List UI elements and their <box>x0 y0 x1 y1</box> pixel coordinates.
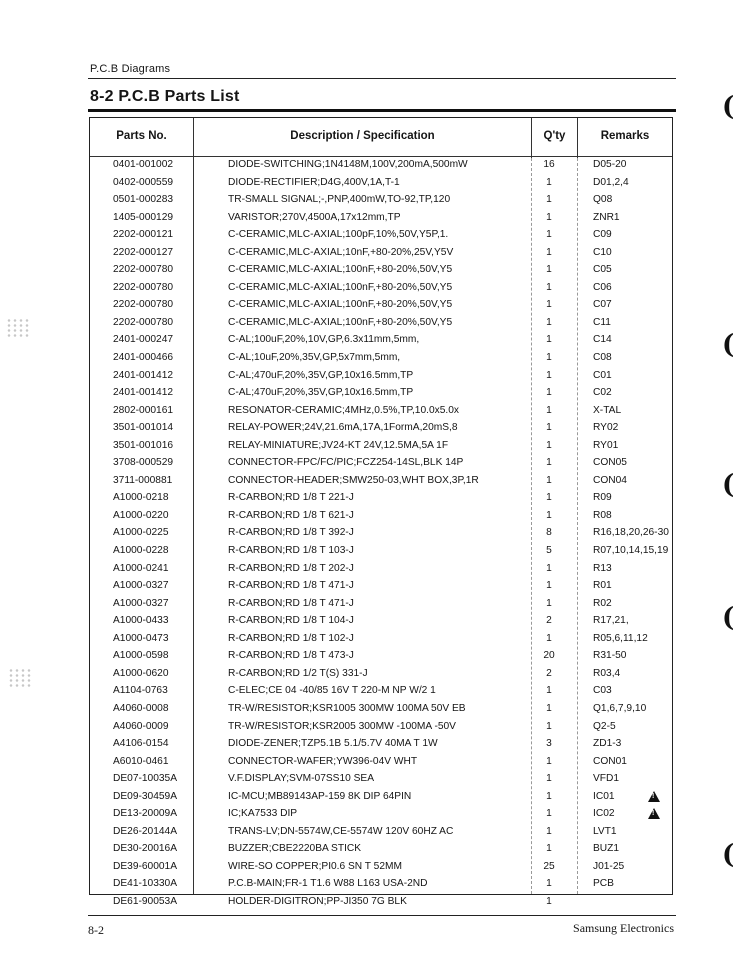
description-cell: R-CARBON;RD 1/8 T 621-J <box>228 509 354 521</box>
table-row <box>0 296 750 314</box>
description-cell: C-CERAMIC,MLC-AXIAL;100pF,10%,50V,Y5P,1. <box>228 229 449 241</box>
qty-cell: 1 <box>546 808 552 820</box>
remarks-cell: C11 <box>593 316 611 328</box>
qty-cell: 1 <box>546 474 552 486</box>
remarks-cell: LVT1 <box>593 825 617 837</box>
remarks-cell: R09 <box>593 492 612 504</box>
description-cell: R-CARBON;RD 1/8 T 471-J <box>228 597 354 609</box>
binder-hole-mark-icon: ( <box>722 92 735 122</box>
column-header-description: Description / Specification <box>290 130 435 142</box>
qty-cell: 1 <box>546 334 552 346</box>
table-row <box>0 261 750 279</box>
description-cell: R-CARBON;RD 1/8 T 221-J <box>228 492 354 504</box>
description-cell: IC;KA7533 DIP <box>228 808 298 820</box>
remarks-cell: C06 <box>593 281 612 293</box>
description-cell: R-CARBON;RD 1/8 T 104-J <box>228 615 354 627</box>
binder-hole-mark-icon: ( <box>722 470 735 500</box>
table-row <box>0 788 750 806</box>
scan-speck <box>8 668 32 688</box>
remarks-cell: RY01 <box>593 439 619 451</box>
description-cell: WIRE-SO COPPER;PI0.6 SN T 52MM <box>228 860 402 872</box>
qty-cell: 1 <box>546 755 552 767</box>
table-row <box>0 682 750 700</box>
part-no-cell: A1000-0241 <box>113 562 169 574</box>
part-no-cell: A1104-0763 <box>113 685 168 697</box>
qty-cell: 1 <box>546 211 552 223</box>
part-no-cell: DE39-60001A <box>113 860 178 872</box>
description-cell: TR-W/RESISTOR;KSR1005 300MW 100MA 50V EB <box>228 702 466 714</box>
qty-cell: 1 <box>546 790 552 802</box>
part-no-cell: 2401-001412 <box>113 369 174 381</box>
part-no-cell: A4060-0008 <box>113 702 169 714</box>
warning-triangle-icon <box>648 808 660 819</box>
description-cell: RESONATOR-CERAMIC;4MHz,0.5%,TP,10.0x5.0x <box>228 404 459 416</box>
description-cell: P.C.B-MAIN;FR-1 T1.6 W88 L163 USA-2ND <box>228 878 428 890</box>
company-name: Samsung Electronics <box>573 921 674 935</box>
table-row <box>0 472 750 490</box>
part-no-cell: 2202-000780 <box>113 281 174 293</box>
column-header-part-no: Parts No. <box>116 130 167 142</box>
part-no-cell: 2401-000247 <box>113 334 174 346</box>
table-row <box>0 753 750 771</box>
description-cell: R-CARBON;RD 1/8 T 471-J <box>228 580 354 592</box>
description-cell: C-AL;10uF,20%,35V,GP,5x7mm,5mm, <box>228 352 401 364</box>
part-no-cell: A1000-0220 <box>113 509 169 521</box>
remarks-cell: CON05 <box>593 457 627 469</box>
table-row <box>0 560 750 578</box>
table-row <box>0 209 750 227</box>
part-no-cell: A1000-0327 <box>113 580 169 592</box>
part-no-cell: A1000-0228 <box>113 545 169 557</box>
qty-cell: 1 <box>546 352 552 364</box>
remarks-cell: ZNR1 <box>593 211 620 223</box>
remarks-cell: R16,18,20,26-30 <box>593 527 669 539</box>
qty-cell: 25 <box>543 860 555 872</box>
qty-cell: 1 <box>546 229 552 241</box>
table-row <box>0 595 750 613</box>
description-cell: DIODE-ZENER;TZP5.1B 5.1/5.7V 40MA T 1W <box>228 738 438 750</box>
remarks-cell: R02 <box>593 597 612 609</box>
description-cell: C-AL;470uF,20%,35V,GP,10x16.5mm,TP <box>228 387 414 399</box>
remarks-cell: R05,6,11,12 <box>593 632 648 644</box>
description-cell: V.F.DISPLAY;SVM-07SS10 SEA <box>228 773 374 785</box>
qty-cell: 1 <box>546 492 552 504</box>
part-no-cell: A1000-0620 <box>113 667 169 679</box>
qty-cell: 1 <box>546 316 552 328</box>
table-row <box>0 858 750 876</box>
description-cell: C-CERAMIC,MLC-AXIAL;100nF,+80-20%,50V,Y5 <box>228 299 453 311</box>
qty-cell: 1 <box>546 457 552 469</box>
remarks-cell: R01 <box>593 580 612 592</box>
qty-cell: 1 <box>546 773 552 785</box>
qty-cell: 1 <box>546 194 552 206</box>
description-cell: C-CERAMIC,MLC-AXIAL;10nF,+80-20%,25V,Y5V <box>228 246 454 258</box>
qty-cell: 1 <box>546 176 552 188</box>
qty-cell: 1 <box>546 632 552 644</box>
table-row <box>0 191 750 209</box>
description-cell: BUZZER;CBE2220BA STICK <box>228 843 362 855</box>
part-no-cell: 3501-001014 <box>113 422 174 434</box>
qty-cell: 5 <box>546 545 552 557</box>
qty-cell: 1 <box>546 387 552 399</box>
part-no-cell: DE09-30459A <box>113 790 178 802</box>
qty-cell: 1 <box>546 895 552 907</box>
description-cell: R-CARBON;RD 1/8 T 473-J <box>228 650 354 662</box>
remarks-cell: R31-50 <box>593 650 627 662</box>
remarks-cell: RY02 <box>593 422 619 434</box>
remarks-cell: CON01 <box>593 755 627 767</box>
qty-cell: 1 <box>546 281 552 293</box>
page-number: 8-2 <box>88 923 104 937</box>
table-row <box>0 454 750 472</box>
table-row <box>0 805 750 823</box>
part-no-cell: A1000-0473 <box>113 632 169 644</box>
qty-cell: 2 <box>546 615 552 627</box>
qty-cell: 1 <box>546 702 552 714</box>
table-row <box>0 367 750 385</box>
part-no-cell: 2802-000161 <box>113 404 174 416</box>
qty-cell: 1 <box>546 878 552 890</box>
description-cell: C-AL;470uF,20%,35V,GP,10x16.5mm,TP <box>228 369 414 381</box>
qty-cell: 1 <box>546 299 552 311</box>
table-row <box>0 577 750 595</box>
column-header-remarks: Remarks <box>600 130 650 142</box>
remarks-cell: IC01 <box>593 790 615 802</box>
warning-triangle-icon <box>648 791 660 802</box>
table-row <box>0 647 750 665</box>
remarks-cell: VFD1 <box>593 773 620 785</box>
table-row <box>0 735 750 753</box>
table-row <box>0 331 750 349</box>
part-no-cell: A6010-0461 <box>113 755 169 767</box>
top-rule <box>88 78 676 79</box>
description-cell: C-CERAMIC,MLC-AXIAL;100nF,+80-20%,50V,Y5 <box>228 264 453 276</box>
part-no-cell: 2202-000780 <box>113 299 174 311</box>
binder-hole-mark-icon: ( <box>722 840 735 870</box>
part-no-cell: A1000-0225 <box>113 527 169 539</box>
remarks-cell: C01 <box>593 369 612 381</box>
remarks-cell: X-TAL <box>593 404 622 416</box>
remarks-cell: C02 <box>593 387 612 399</box>
table-row <box>0 840 750 858</box>
part-no-cell: A4060-0009 <box>113 720 169 732</box>
part-no-cell: 2202-000127 <box>113 246 174 258</box>
remarks-cell: R13 <box>593 562 612 574</box>
part-no-cell: 0402-000559 <box>113 176 174 188</box>
table-row <box>0 507 750 525</box>
table-row <box>0 349 750 367</box>
remarks-cell: Q1,6,7,9,10 <box>593 702 647 714</box>
part-no-cell: 2202-000780 <box>113 316 174 328</box>
table-row <box>0 823 750 841</box>
table-row <box>0 612 750 630</box>
table-row <box>0 314 750 332</box>
part-no-cell: 2202-000121 <box>113 229 174 241</box>
remarks-cell: Q08 <box>593 194 613 206</box>
section-label: P.C.B Diagrams <box>90 63 171 75</box>
remarks-cell: R08 <box>593 509 612 521</box>
part-no-cell: 2202-000780 <box>113 264 174 276</box>
qty-cell: 1 <box>546 825 552 837</box>
qty-cell: 1 <box>546 720 552 732</box>
part-no-cell: 0501-000283 <box>113 194 174 206</box>
remarks-cell: C09 <box>593 229 612 241</box>
qty-cell: 1 <box>546 509 552 521</box>
qty-cell: 8 <box>546 527 552 539</box>
part-no-cell: DE30-20016A <box>113 843 178 855</box>
table-row <box>0 384 750 402</box>
table-row <box>0 700 750 718</box>
qty-cell: 3 <box>546 738 552 750</box>
remarks-cell: C08 <box>593 352 612 364</box>
description-cell: R-CARBON;RD 1/8 T 392-J <box>228 527 354 539</box>
part-no-cell: 3711-000881 <box>113 474 173 486</box>
table-row <box>0 156 750 174</box>
table-row <box>0 875 750 893</box>
remarks-cell: D05-20 <box>593 159 627 170</box>
binder-hole-mark-icon: ( <box>722 330 735 360</box>
description-cell: C-CERAMIC,MLC-AXIAL;100nF,+80-20%,50V,Y5 <box>228 281 453 293</box>
table-row <box>0 244 750 262</box>
remarks-cell: J01-25 <box>593 860 625 872</box>
description-cell: HOLDER-DIGITRON;PP-JI350 7G BLK <box>228 895 407 907</box>
remarks-cell: R17,21, <box>593 615 629 627</box>
remarks-cell: C10 <box>593 246 612 258</box>
qty-cell: 1 <box>546 439 552 451</box>
part-no-cell: A1000-0433 <box>113 615 169 627</box>
qty-cell: 1 <box>546 685 552 697</box>
remarks-cell: CON04 <box>593 474 627 486</box>
table-row <box>0 419 750 437</box>
remarks-cell: BUZ1 <box>593 843 620 855</box>
description-cell: DIODE-RECTIFIER;D4G,400V,1A,T-1 <box>228 176 400 188</box>
part-no-cell: DE13-20009A <box>113 808 178 820</box>
table-row <box>0 524 750 542</box>
table-row <box>0 893 750 911</box>
qty-cell: 1 <box>546 580 552 592</box>
qty-cell: 16 <box>543 159 555 170</box>
table-row <box>0 174 750 192</box>
part-no-cell: A4106-0154 <box>113 738 169 750</box>
table-row <box>0 279 750 297</box>
part-no-cell: DE26-20144A <box>113 825 178 837</box>
description-cell: R-CARBON;RD 1/8 T 103-J <box>228 545 354 557</box>
table-row <box>0 770 750 788</box>
description-cell: VARISTOR;270V,4500A,17x12mm,TP <box>228 211 401 223</box>
remarks-cell: IC02 <box>593 808 615 820</box>
description-cell: TRANS-LV;DN-5574W,CE-5574W 120V 60HZ AC <box>228 825 454 837</box>
part-no-cell: A1000-0327 <box>113 597 169 609</box>
table-row <box>0 437 750 455</box>
table-row <box>0 489 750 507</box>
part-no-cell: A1000-0598 <box>113 650 169 662</box>
qty-cell: 1 <box>546 597 552 609</box>
table-row <box>0 226 750 244</box>
description-cell: TR-SMALL SIGNAL;-,PNP,400mW,TO-92,TP,120 <box>228 194 451 206</box>
qty-cell: 1 <box>546 843 552 855</box>
description-cell: R-CARBON;RD 1/8 T 102-J <box>228 632 354 644</box>
table-row <box>0 665 750 683</box>
description-cell: CONNECTOR-WAFER;YW396-04V WHT <box>228 755 418 767</box>
scan-speck <box>6 318 30 338</box>
remarks-cell: R07,10,14,15,19 <box>593 545 669 557</box>
table-row <box>0 402 750 420</box>
description-cell: C-CERAMIC,MLC-AXIAL;100nF,+80-20%,50V,Y5 <box>228 316 453 328</box>
part-no-cell: 2401-000466 <box>113 352 174 364</box>
heading-rule <box>88 109 676 112</box>
part-no-cell: A1000-0218 <box>113 492 169 504</box>
description-cell: CONNECTOR-FPC/FC/PIC;FCZ254-14SL,BLK 14P <box>228 457 464 469</box>
remarks-cell: R03,4 <box>593 667 621 679</box>
table-row <box>0 542 750 560</box>
description-cell: DIODE-SWITCHING;1N4148M,100V,200mA,500mW <box>228 159 468 170</box>
remarks-cell: C03 <box>593 685 612 697</box>
part-no-cell: DE41-10330A <box>113 878 178 890</box>
part-no-cell: 1405-000129 <box>113 211 174 223</box>
bottom-rule <box>88 915 676 916</box>
remarks-cell: PCB <box>593 878 614 890</box>
table-row <box>0 718 750 736</box>
remarks-cell: Q2-5 <box>593 720 616 732</box>
part-no-cell: 0401-001002 <box>113 159 174 170</box>
binder-hole-mark-icon: ( <box>722 603 735 633</box>
description-cell: C-AL;100uF,20%,10V,GP,6.3x11mm,5mm, <box>228 334 420 346</box>
qty-cell: 1 <box>546 404 552 416</box>
column-header-qty: Q'ty <box>543 130 566 142</box>
description-cell: CONNECTOR-HEADER;SMW250-03,WHT BOX,3P,1R <box>228 474 479 486</box>
part-no-cell: DE07-10035A <box>113 773 178 785</box>
remarks-cell: ZD1-3 <box>593 738 622 750</box>
description-cell: TR-W/RESISTOR;KSR2005 300MW -100MA -50V <box>228 720 456 732</box>
parts-table-body <box>0 156 750 911</box>
qty-cell: 1 <box>546 369 552 381</box>
description-cell: R-CARBON;RD 1/2 T(S) 331-J <box>228 667 368 679</box>
qty-cell: 1 <box>546 562 552 574</box>
part-no-cell: DE61-90053A <box>113 895 178 907</box>
description-cell: IC-MCU;MB89143AP-159 8K DIP 64PIN <box>228 790 412 802</box>
qty-cell: 1 <box>546 246 552 258</box>
part-no-cell: 2401-001412 <box>113 387 174 399</box>
description-cell: RELAY-POWER;24V,21.6mA,17A,1FormA,20mS,8 <box>228 422 458 434</box>
remarks-cell: C14 <box>593 334 612 346</box>
qty-cell: 20 <box>543 650 555 662</box>
qty-cell: 2 <box>546 667 552 679</box>
remarks-cell: C05 <box>593 264 612 276</box>
remarks-cell: D01,2,4 <box>593 176 629 188</box>
description-cell: C-ELEC;CE 04 -40/85 16V T 220-M NP W/2 1 <box>228 685 436 697</box>
description-cell: RELAY-MINIATURE;JV24-KT 24V,12.5MA,5A 1F <box>228 439 449 451</box>
qty-cell: 1 <box>546 264 552 276</box>
qty-cell: 1 <box>546 422 552 434</box>
remarks-cell: C07 <box>593 299 612 311</box>
part-no-cell: 3708-000529 <box>113 457 174 469</box>
part-no-cell: 3501-001016 <box>113 439 174 451</box>
description-cell: R-CARBON;RD 1/8 T 202-J <box>228 562 354 574</box>
page-heading: 8-2 P.C.B Parts List <box>90 88 240 105</box>
table-row <box>0 630 750 648</box>
